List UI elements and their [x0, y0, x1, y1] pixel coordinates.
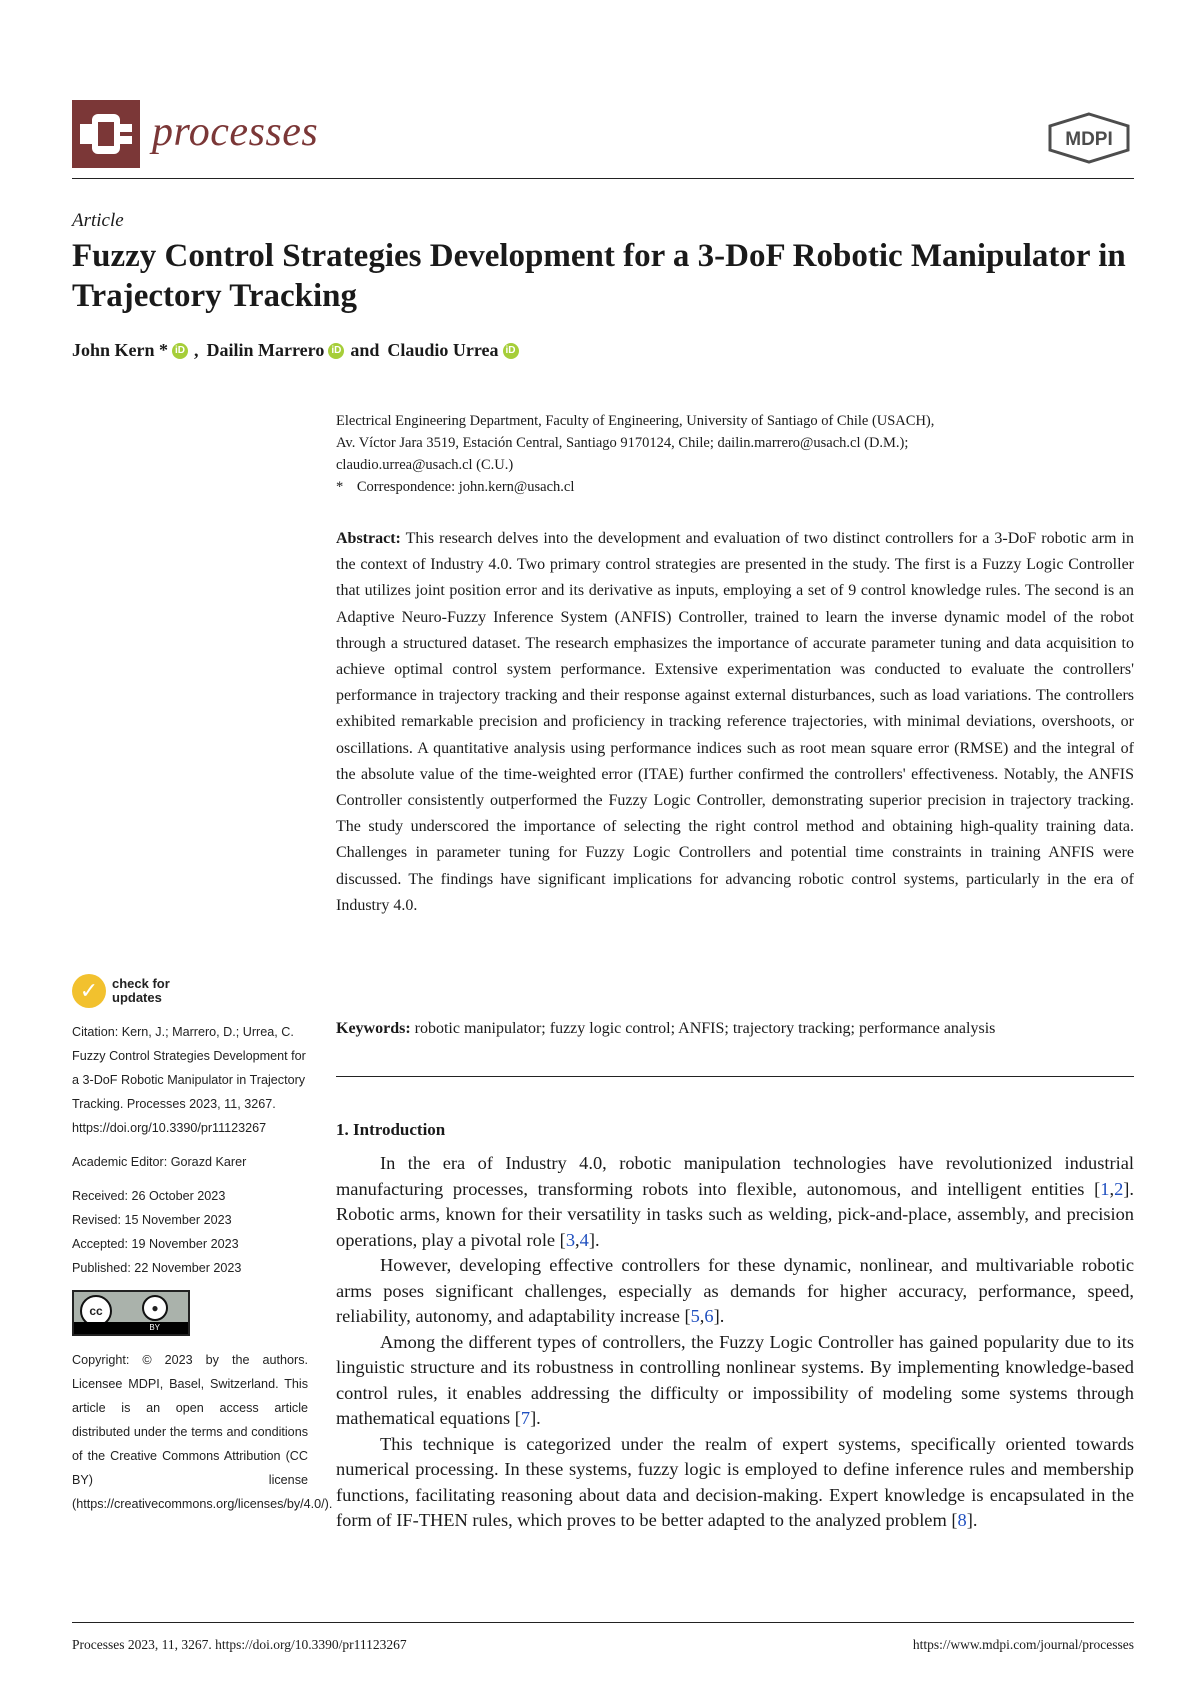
revised-date: Revised: 15 November 2023 — [72, 1213, 232, 1227]
article-info-sidebar — [72, 1020, 333, 1516]
keywords-text: robotic manipulator; fuzzy logic control; ANFIS; trajectory tracking; performance analysis — [414, 1020, 996, 1037]
section-heading: 1. Introduction — [336, 1120, 446, 1139]
citation-link[interactable]: 3 — [565, 1229, 576, 1250]
section-divider — [336, 1076, 1134, 1077]
citation-link[interactable]: 8 — [957, 1510, 967, 1530]
citation-link[interactable]: 7 — [520, 1408, 531, 1428]
copyright-notice: Copyright: © 2023 by the authors. Licensee MDPI, Basel, Switzerland. This article is an open access article distributed under the terms and conditions of the Creative Commons Attribution (CC BY) license (https://creativecommons.org/licenses/by/4.0/). — [72, 1353, 333, 1511]
footer-citation: Processes 2023, 11, 3267. https://doi.org/10.3390/pr11123267 — [72, 1637, 407, 1652]
abstract-text: This research delves into the development and evaluation of two distinct controllers for a 3-DoF robotic arm in the context of Industry 4.0. Two primary control strategies are presented in the study. The first is a Fuzzy Logic Controller that utilizes joint position error and its derivative as inputs, employing a set of 9 control knowledge rules. The second is an Adaptive Neuro-Fuzzy Inference System (ANFIS) Controller, trained to learn the inverse dynamic model of the robot through a structured dataset. The research emphasizes the importance of accurate parameter tuning and data acquisition to achieve optimal control system performance. Extensive experimentation was conducted to evaluate the controllers' performance in trajectory tracking and their response against external disturbances, such as load variations. The controllers exhibited remarkable precision and proficiency in tracking reference trajectories, with minimal deviations, overshoots, or oscillations. A quantitative analysis using performance indices such as root mean square error (RMSE) and the integral of the absolute value of the time-weighted error (ITAE) further confirmed the controllers' effectiveness. Notably, the ANFIS Controller consistently outperformed the Fuzzy Logic Controller, demonstrating superior precision in trajectory tracking. The study underscored the importance of selecting the right control method and obtaining high-quality training data. Challenges in parameter tuning for Fuzzy Logic Controllers and potential time constraints in training ANFIS were discussed. The findings have significant implications for advancing robotic control systems, particularly in the era of Industry 4.0. — [336, 530, 1134, 914]
affiliation-line: Electrical Engineering Department, Faculty of Engineering, University of Santiago of Chile (USACH), — [336, 413, 935, 429]
author-list — [72, 340, 523, 361]
paragraph-text: , — [1109, 1178, 1115, 1199]
author-name[interactable]: John Kern * — [72, 340, 169, 360]
affiliation-line: Av. Víctor Jara 3519, Estación Central, Santiago 9170124, Chile; dailin.marrero@usach.cl (D.M.); — [336, 435, 909, 451]
paragraph-text: , — [575, 1229, 580, 1250]
paragraph-text: ]. — [713, 1306, 725, 1326]
keywords — [336, 1018, 1134, 1040]
mdpi-logo-icon — [1046, 112, 1132, 164]
header-divider — [72, 178, 1134, 179]
paragraph-text: ]. — [530, 1408, 541, 1428]
affiliation-line: claudio.urrea@usach.cl (C.U.) — [336, 457, 514, 473]
introduction-body — [336, 1151, 1134, 1534]
affiliation — [336, 410, 1136, 498]
paragraph-text: ]. Robotic arms, known for their versatility in tasks such as welding, pick-and-place, assembly, and precision operations, play a pivotal role [ — [336, 1178, 1134, 1250]
abstract — [336, 526, 1134, 919]
orcid-icon[interactable]: iD — [172, 343, 188, 359]
publisher-logo — [1046, 112, 1132, 164]
correspondence-text: Correspondence: john.kern@usach.cl — [356, 479, 575, 495]
abstract-label: Abstract: — [336, 530, 401, 547]
checkmark-icon: ✓ — [72, 974, 106, 1008]
orcid-icon[interactable]: iD — [328, 343, 344, 359]
paragraph-text: ]. — [588, 1229, 600, 1250]
accepted-date: Accepted: 19 November 2023 — [72, 1237, 239, 1251]
citation-link[interactable]: 5 — [690, 1306, 700, 1326]
paragraph-text: This technique is categorized under the realm of expert systems, specifically oriented towards numerical processing. In these systems, fuzzy logic is employed to define inference rules and membership functions, facilitating reasoning about data and decision-making. Expert knowledge is encapsulated in the form of IF-THEN rules, which proves to be better adapted to the analyzed problem [ — [336, 1433, 1134, 1530]
check-label-line: updates — [112, 990, 162, 1005]
cc-by-license-badge[interactable] — [72, 1290, 190, 1336]
journal-name: processes — [152, 109, 319, 155]
publisher-name: MDPI — [1065, 129, 1113, 150]
paragraph-text: However, developing effective controllers for these dynamic, nonlinear, and multivariable robotic arms poses significant challenges, especially as demands for higher accuracy, performance, speed, reliability, autonomy, and adaptability increase [ — [336, 1255, 1134, 1326]
orcid-icon[interactable]: iD — [503, 343, 519, 359]
article-type: Article — [72, 210, 124, 231]
author-name[interactable]: Dailin Marrero — [206, 340, 325, 360]
article-title: Fuzzy Control Strategies Development for a 3-DoF Robotic Manipulator in Trajectory Tracking — [72, 238, 1126, 314]
citation-link[interactable]: 6 — [704, 1306, 714, 1326]
paragraph-text: Among the different types of controllers, the Fuzzy Logic Controller has gained popularity due to its linguistic structure and its robustness in controlling nonlinear systems. By implementing knowledge-based control rules, it enables addressing the difficulty or impossibility of modeling some systems through mathematical equations [ — [336, 1331, 1134, 1428]
attribution-person-icon: ● — [142, 1295, 168, 1321]
footer-divider — [72, 1622, 1134, 1623]
author-separator: , — [194, 340, 199, 360]
author-conjunction: and — [350, 340, 380, 360]
citation-link[interactable]: 1 — [1100, 1178, 1110, 1199]
correspondence — [336, 476, 1136, 498]
academic-editor: Academic Editor: Gorazd Karer — [72, 1155, 247, 1169]
citation-link[interactable]: 4 — [579, 1229, 589, 1250]
creative-commons-icon: cc — [80, 1295, 112, 1327]
journal-logo — [72, 100, 140, 168]
check-for-updates-label — [112, 977, 170, 1005]
footer-journal-link[interactable]: https://www.mdpi.com/journal/processes — [912, 1637, 1134, 1652]
paragraph-text: ]. — [966, 1510, 978, 1530]
paragraph-text: In the era of Industry 4.0, robotic manipulation technologies have revolutionized industrial manufacturing processes, transforming robots into flexible, autonomous, and intelligent entities [ — [336, 1153, 1134, 1199]
paragraph — [336, 1330, 1134, 1432]
paragraph — [336, 1253, 1134, 1330]
check-label-line: check for — [112, 976, 170, 991]
keywords-label: Keywords: — [336, 1020, 411, 1037]
citation-info: Citation: Kern, J.; Marrero, D.; Urrea, C. Fuzzy Control Strategies Development for a 3-DoF Robotic Manipulator in Trajectory Tracking. Processes 2023, 11, 3267. https://doi.org/10.3390/pr11123267 — [72, 1025, 306, 1135]
correspondence-star: * — [336, 479, 344, 495]
paragraph — [336, 1151, 1134, 1253]
by-label-icon: BY — [74, 1322, 188, 1334]
citation-link[interactable]: 2 — [1114, 1178, 1124, 1199]
received-date: Received: 26 October 2023 — [72, 1189, 226, 1203]
paragraph-text: , — [699, 1306, 705, 1326]
published-date: Published: 22 November 2023 — [72, 1261, 242, 1275]
journal-logo-icon — [72, 100, 140, 168]
paragraph — [336, 1432, 1134, 1534]
check-for-updates-badge[interactable] — [72, 974, 170, 1008]
author-name[interactable]: Claudio Urrea — [387, 340, 499, 360]
